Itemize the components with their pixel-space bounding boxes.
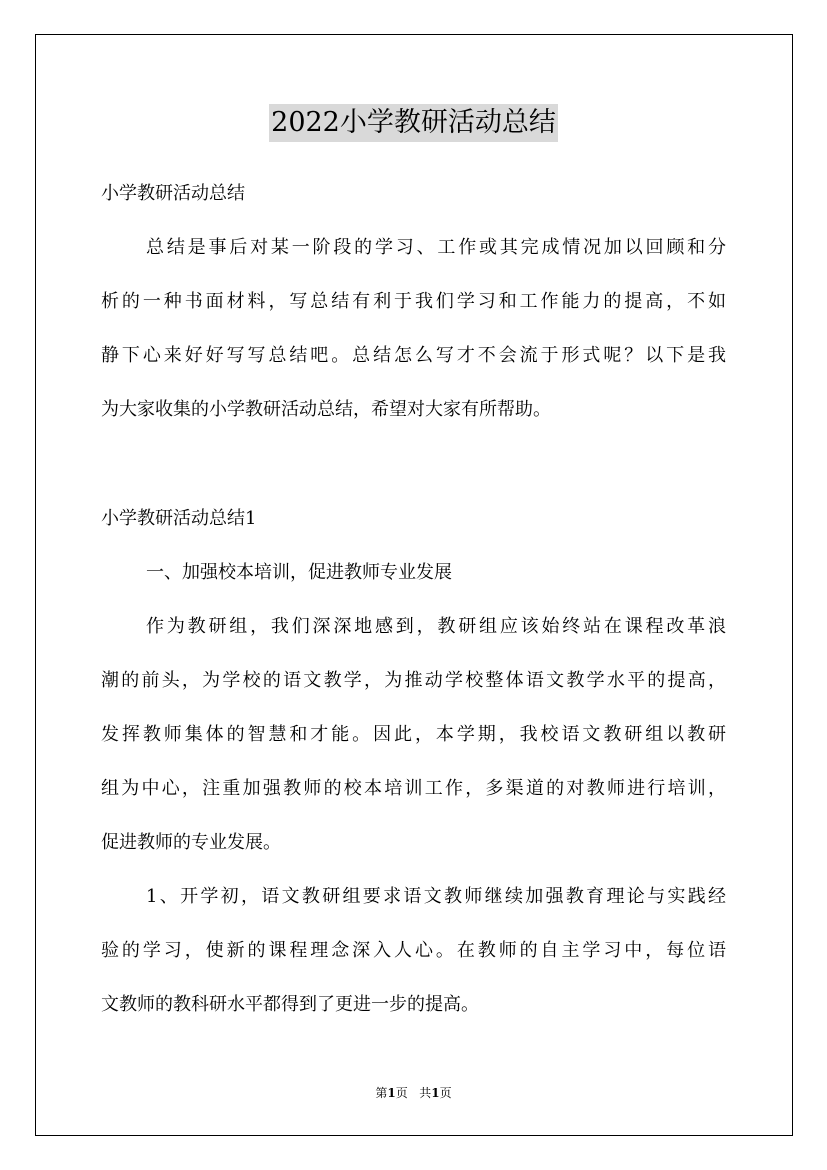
paragraph-line: 促进教师的专业发展。 [101, 832, 281, 853]
paragraph-line: 潮的前头，为学校的语文教学，为推动学校整体语文教学水平的提高， [101, 670, 726, 691]
paragraph-line: 验的学习，使新的课程理念深入人心。在教师的自主学习中，每位语 [101, 940, 726, 961]
paragraph-line: 析的一种书面材料，写总结有利于我们学习和工作能力的提高，不如 [101, 291, 726, 312]
section-heading: 小学教研活动总结 [101, 183, 245, 204]
paragraph-line: 作为教研组，我们深深地感到，教研组应该始终站在课程改革浪 [146, 616, 726, 637]
paragraph-line: 组为中心，注重加强教师的校本培训工作，多渠道的对教师进行培训， [101, 778, 726, 799]
paragraph-line: 发挥教师集体的智慧和才能。因此，本学期，我校语文教研组以教研 [101, 724, 726, 745]
paragraph-line: 1、开学初，语文教研组要求语文教师继续加强教育理论与实践经 [146, 886, 726, 907]
page-label-suffix: 页 [395, 1086, 408, 1100]
page-label-prefix: 第 [375, 1086, 388, 1100]
total-label-prefix: 共 [419, 1086, 432, 1100]
page-number: 1 [387, 1086, 396, 1100]
page-footer [0, 1084, 827, 1101]
section-heading: 小学教研活动总结1 [101, 508, 257, 529]
paragraph-line: 静下心来好好写写总结吧。总结怎么写才不会流于形式呢？以下是我 [101, 345, 726, 366]
total-label-suffix: 页 [439, 1086, 452, 1100]
paragraph-line: 文教师的教科研水平都得到了更进一步的提高。 [101, 994, 479, 1015]
subsection-heading: 一、加强校本培训，促进教师专业发展 [146, 562, 452, 583]
total-pages: 1 [431, 1086, 440, 1100]
document-title: 2022小学教研活动总结 [269, 104, 558, 142]
paragraph-line: 为大家收集的小学教研活动总结，希望对大家有所帮助。 [101, 399, 551, 420]
title-container [0, 104, 827, 142]
paragraph-line: 总结是事后对某一阶段的学习、工作或其完成情况加以回顾和分 [146, 237, 726, 258]
